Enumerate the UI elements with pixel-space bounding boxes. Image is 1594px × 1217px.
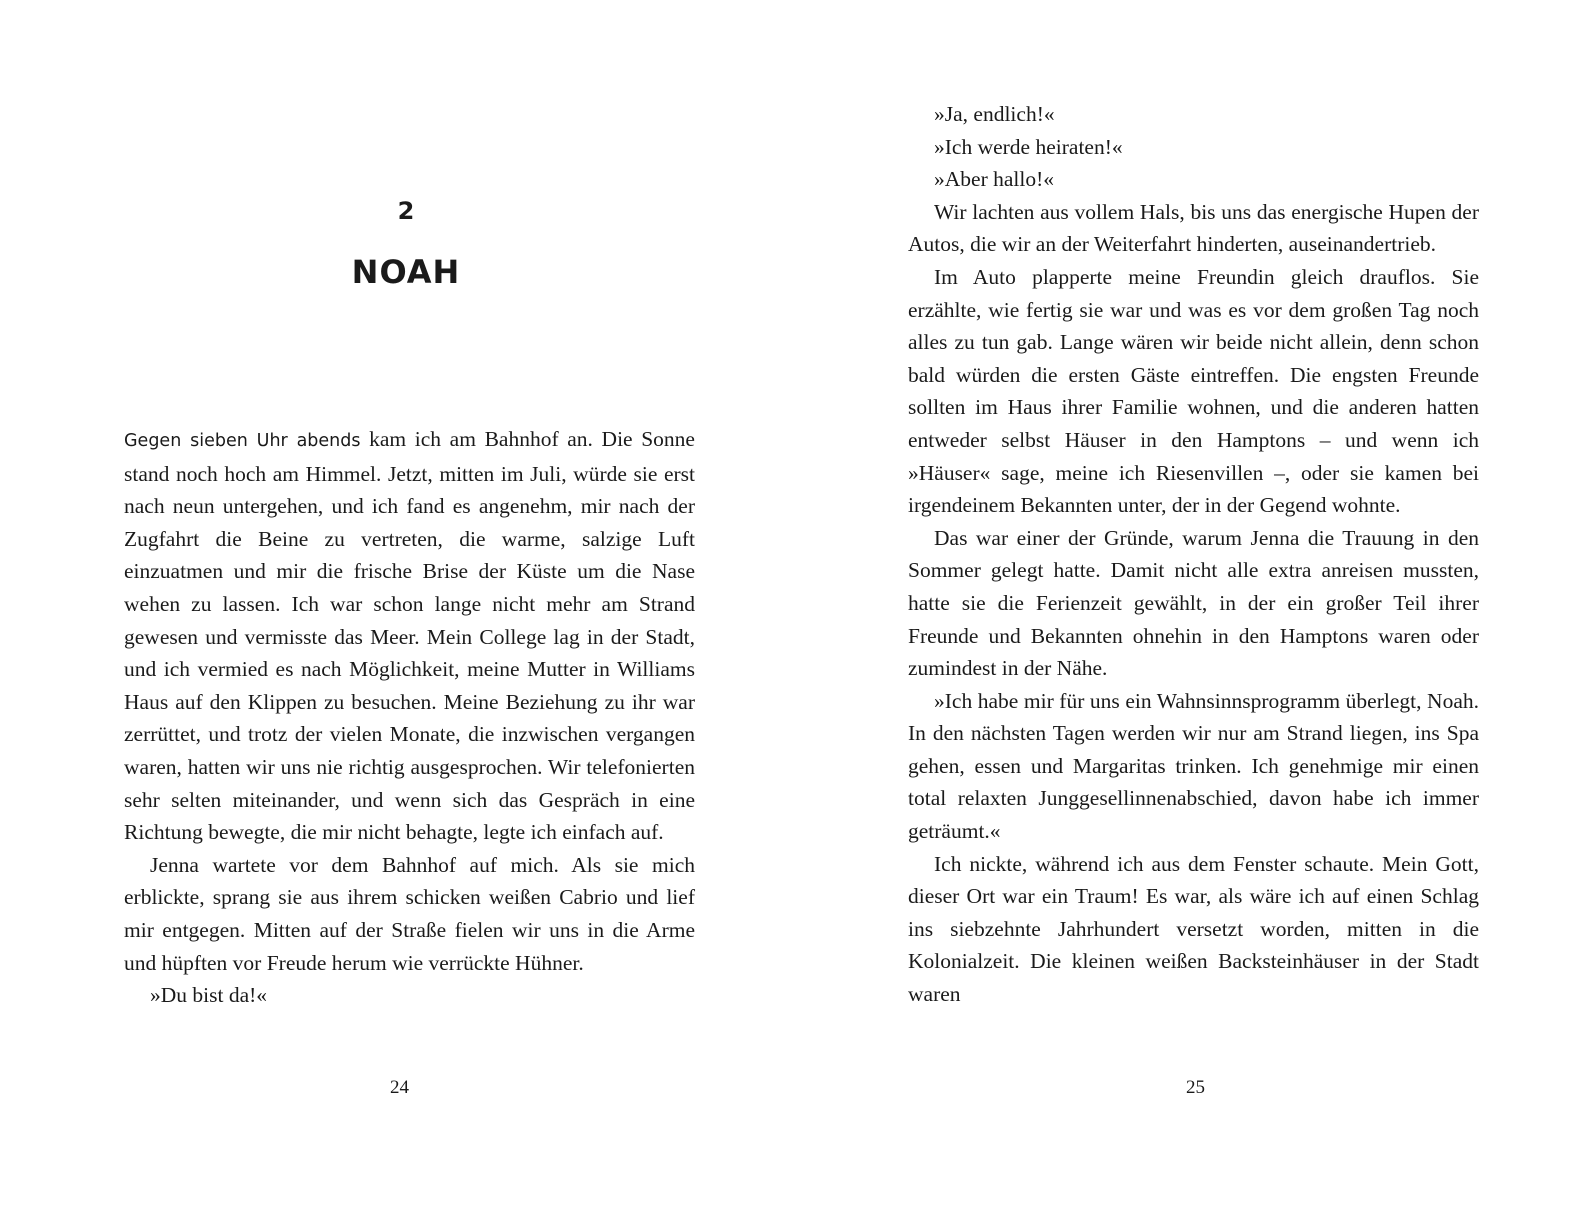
paragraph: »Du bist da!« — [150, 983, 268, 1008]
paragraph: »Ich werde heiraten!« — [934, 134, 1123, 159]
paragraph: Das war einer der Gründe, warum Jenna die Trauung in den Sommer gelegt hatte. Damit nicht alle extra anreisen mussten, hatte sie die Ferienzeit gewählt, in der ein großer Teil ihrer Freunde und Bekannten ohnehin in den Hamptons waren oder zumindest in der Nähe. — [908, 525, 1479, 681]
paragraph-text: kam ich am Bahnhof an. Die Sonne stand noch hoch am Himmel. Jetzt, mitten im Juli, würde sie erst nach neun untergehen, und ich fand es angenehm, mir nach der Zugfahrt die Beine zu vertreten, die warme, salzige Luft einzuatmen und mir die frische Brise der Küste um die Nase wehen zu lassen. Ich war schon lange nicht mehr am Strand gewesen und vermisste das Meer. Mein College lag in der Stadt, und ich vermied es nach Möglichkeit, meine Mutter in Williams Haus auf den Klippen zu besuchen. Meine Beziehung zu ihr war zerrüttet, und trotz der vielen Monate, die inzwischen vergangen waren, hatten wir uns nie richtig ausgesprochen. Wir telefonierten sehr selten miteinander, und wenn sich das Gespräch in eine Richtung bewegte, die mir nicht behagte, legte ich einfach auf. — [124, 427, 695, 845]
paragraph: »Aber hallo!« — [934, 167, 1055, 192]
page-number: 24 — [390, 1077, 409, 1098]
right-page-body — [908, 98, 1479, 1011]
page-number: 25 — [1186, 1077, 1205, 1098]
paragraph: Jenna wartete vor dem Bahnhof auf mich. Als sie mich erblickte, sprang sie aus ihrem schicken weißen Cabrio und lief mir entgegen. Mitten auf der Straße fielen wir uns in die Arme und hüpften vor Freude herum wie verrückte Hühner. — [124, 852, 695, 975]
chapter-lead-in: Gegen sieben Uhr abends — [124, 431, 361, 451]
chapter-number: 2 — [397, 197, 415, 225]
paragraph: »Ich habe mir für uns ein Wahnsinnsprogramm überlegt, Noah. In den nächsten Tagen werden wir nur am Strand liegen, ins Spa gehen, essen und Margaritas trinken. Ich genehmige mir einen total relaxten Junggesellinnenabschied, davon habe ich immer geträumt.« — [908, 688, 1479, 844]
left-page-body — [124, 423, 695, 1012]
paragraph — [124, 423, 695, 849]
right-page — [797, 0, 1594, 1217]
chapter-title: NOAH — [351, 253, 461, 291]
paragraph: »Ja, endlich!« — [934, 102, 1055, 126]
paragraph: Wir lachten aus vollem Hals, bis uns das energische Hupen der Autos, die wir an der Weiterfahrt hinderten, auseinandertrieb. — [908, 199, 1479, 257]
paragraph: Ich nickte, während ich aus dem Fenster schaute. Mein Gott, dieser Ort war ein Traum! Es war, als wäre ich auf einen Schlag ins siebzehnte Jahrhundert versetzt worden, mitten in die Kolonialzeit. Die kleinen weißen Backsteinhäuser in der Stadt waren — [908, 851, 1479, 1007]
paragraph: Im Auto plapperte meine Freundin gleich drauflos. Sie erzählte, wie fertig sie war und was es vor dem großen Tag noch alles zu tun gab. Lange wären wir beide nicht allein, denn schon bald würden die ersten Gäste eintreffen. Die engsten Freunde sollten im Haus ihrer Familie wohnen, und die anderen hatten entweder selbst Häuser in den Hamptons – und wenn ich »Häuser« sage, meine ich Riesenvillen –, oder sie kamen bei irgendeinem Bekannten unter, der in der Gegend wohnte. — [908, 264, 1479, 518]
